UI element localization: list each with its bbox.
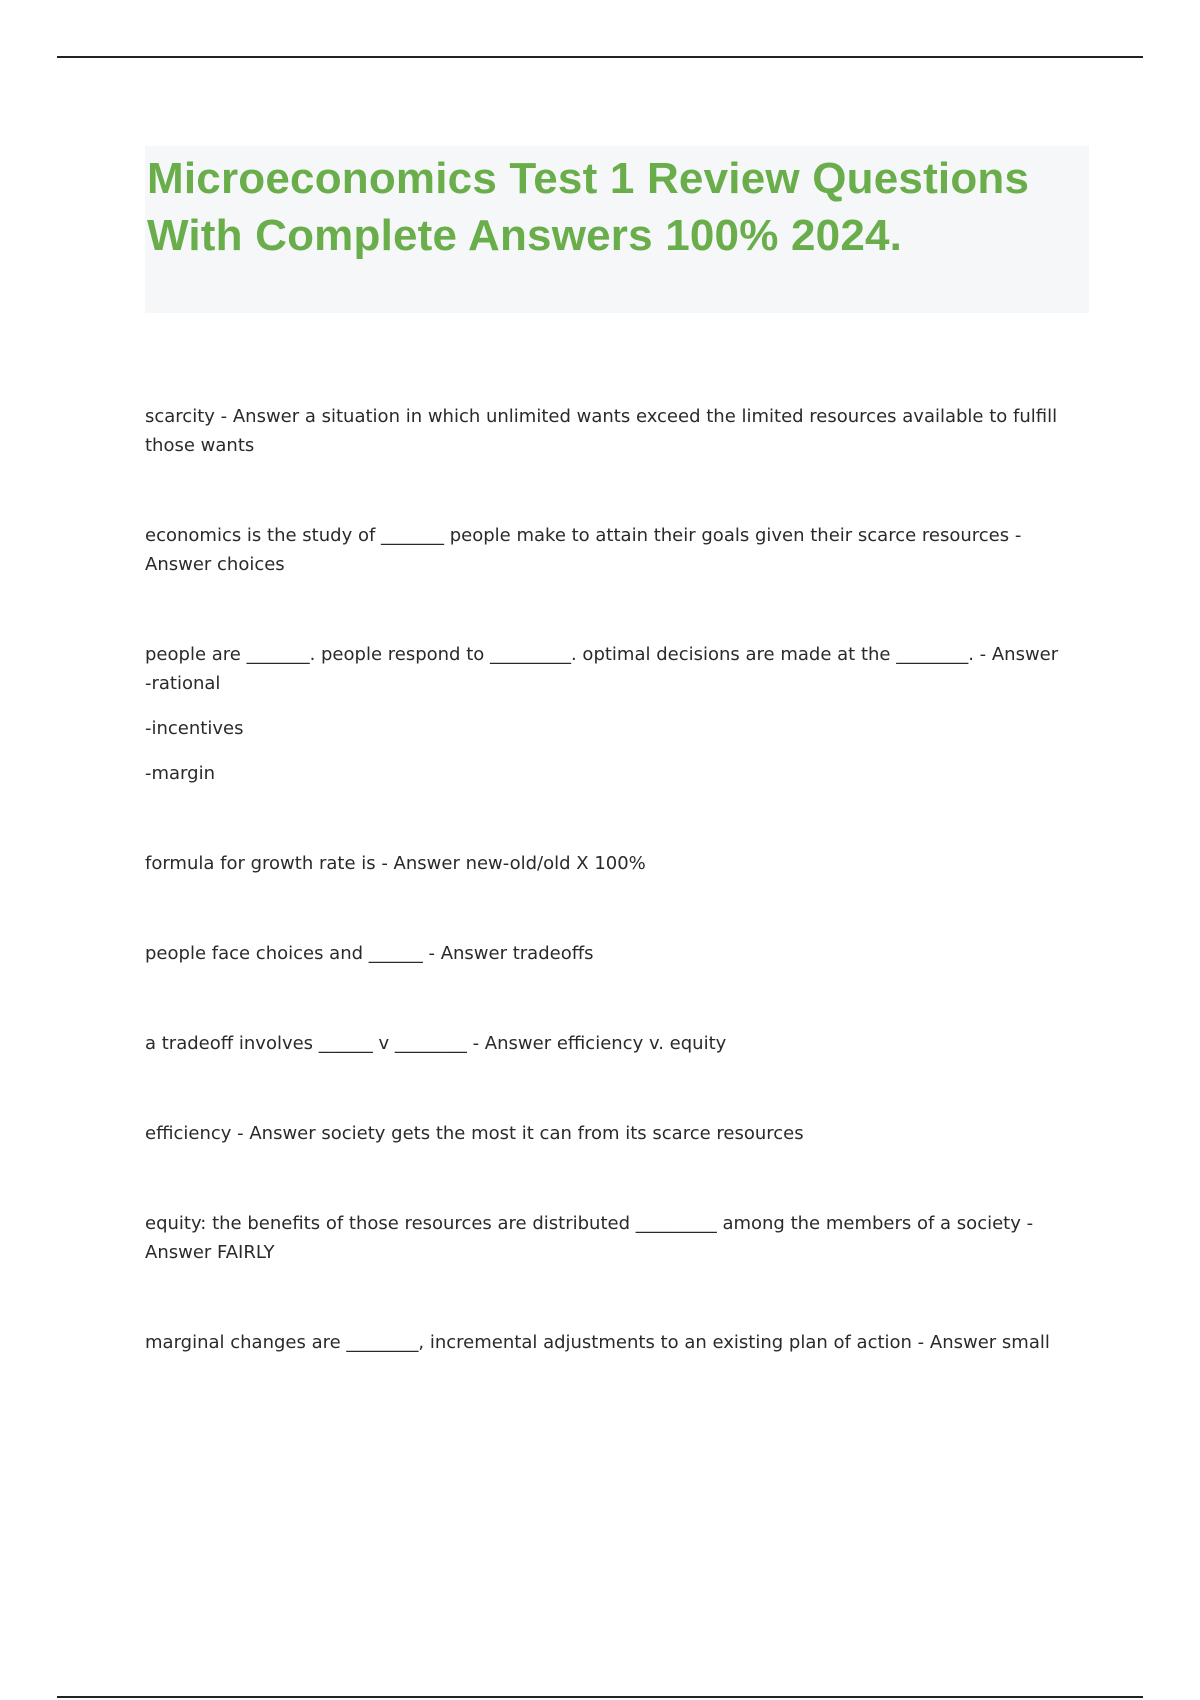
document-title: Microeconomics Test 1 Review Questions With Complete Answers 100% 2024. — [147, 154, 1030, 260]
qa-item-equity — [145, 1209, 1065, 1267]
qa-item-marginal-changes — [145, 1328, 1065, 1357]
qa-item-tradeoffs — [145, 939, 1065, 968]
qa-text: people are _______. people respond to _________. optimal decisions are made at the ________. - Answer -rational — [145, 644, 1059, 694]
qa-text: marginal changes are ________, incremental adjustments to an existing plan of action - Answer small — [145, 1332, 1050, 1353]
top-rule — [57, 56, 1143, 58]
qa-text: economics is the study of _______ people make to attain their goals given their scarce resources - Answer choices — [145, 525, 1022, 575]
qa-continuation: -margin — [145, 763, 215, 784]
qa-text: people face choices and ______ - Answer tradeoffs — [145, 943, 594, 964]
qa-item-efficiency — [145, 1119, 1065, 1148]
qa-text: equity: the benefits of those resources are distributed _________ among the members of a society - Answer FAIRLY — [145, 1213, 1034, 1263]
qa-item-tradeoff-involves — [145, 1029, 1065, 1058]
qa-item-scarcity — [145, 402, 1065, 460]
qa-list — [145, 402, 1065, 1357]
title-box — [145, 146, 1089, 313]
qa-item-growth-rate — [145, 849, 1065, 878]
bottom-rule — [57, 1696, 1143, 1698]
qa-text: scarcity - Answer a situation in which unlimited wants exceed the limited resources available to fulfill those wants — [145, 406, 1058, 456]
qa-continuation: -incentives — [145, 718, 244, 739]
qa-text: a tradeoff involves ______ v ________ - Answer efficiency v. equity — [145, 1033, 727, 1054]
qa-item-principles — [145, 640, 1065, 788]
qa-item-economics — [145, 521, 1065, 579]
qa-text: formula for growth rate is - Answer new-old/old X 100% — [145, 853, 646, 874]
qa-text: efficiency - Answer society gets the most it can from its scarce resources — [145, 1123, 804, 1144]
